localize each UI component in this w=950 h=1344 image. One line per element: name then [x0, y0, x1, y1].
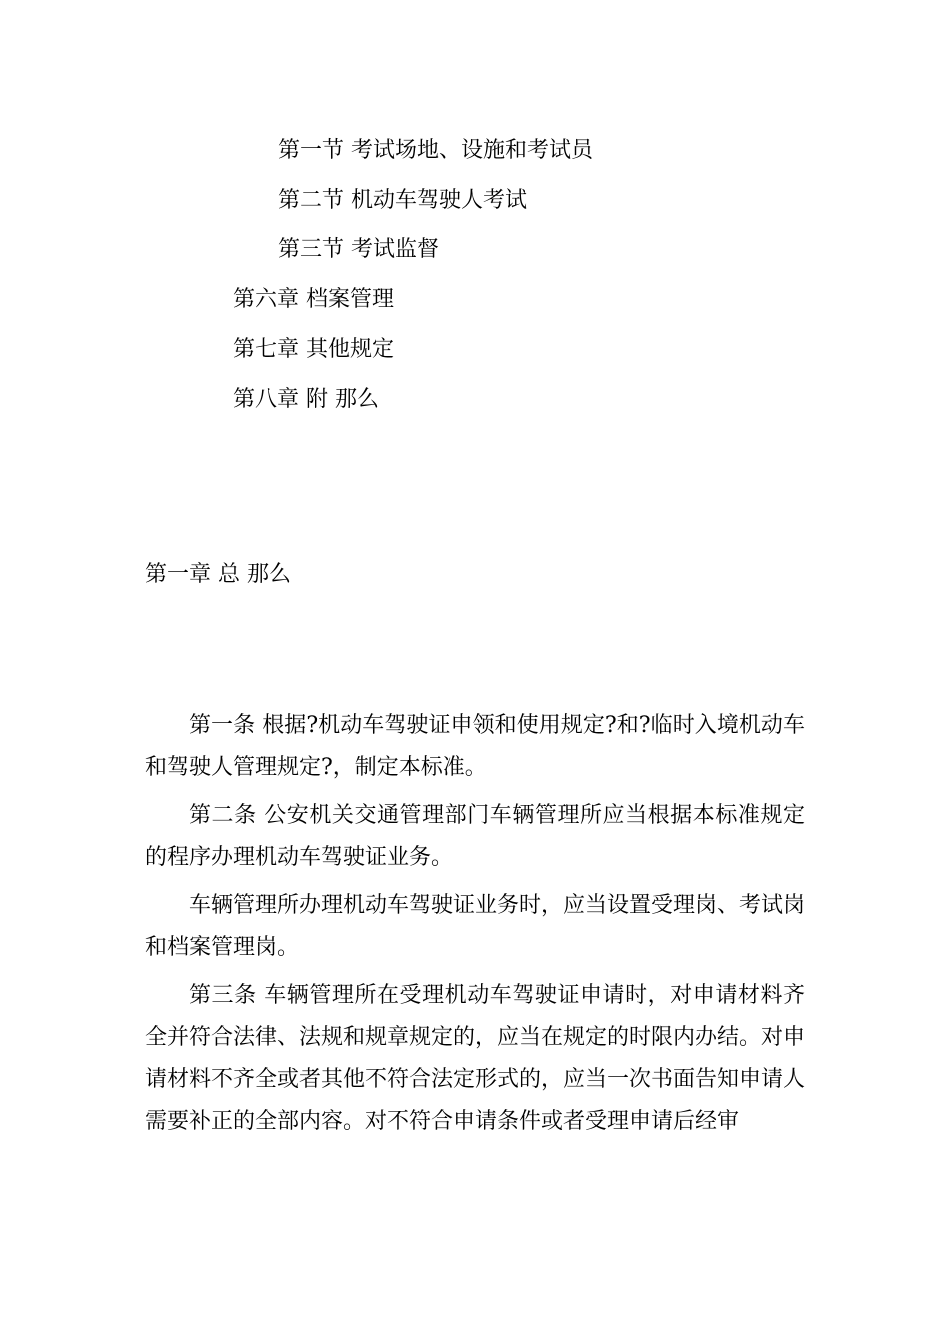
toc-section-3: 第三节 考试监督 — [278, 237, 439, 262]
paragraph-article-3: 第三条 车辆管理所在受理机动车驾驶证申请时，对申请材料齐全并符合法律、法规和规章规定的，应当在规定的时限内办结。对申请材料不齐全或者其他不符合法定形式的，应当一次书面告知申请人需要补正的全部内容。对不符合申请条件或者受理申请后经审 — [145, 983, 806, 1134]
paragraph-posts: 车辆管理所办理机动车驾驶证业务时，应当设置受理岗、考试岗和档案管理岗。 — [145, 893, 806, 960]
body-text — [145, 705, 805, 1149]
toc-chapter-6: 第六章 档案管理 — [233, 287, 394, 312]
chapter-heading: 第一章 总 那么 — [145, 562, 291, 587]
paragraph-article-1: 第一条 根据?机动车驾驶证申领和使用规定?和?临时入境机动车和驾驶人管理规定?，制定本标准。 — [145, 713, 805, 780]
toc-section-1: 第一节 考试场地、设施和考试员 — [278, 138, 593, 163]
toc-chapter-8: 第八章 附 那么 — [233, 387, 379, 412]
paragraph-article-2: 第二条 公安机关交通管理部门车辆管理所应当根据本标准规定的程序办理机动车驾驶证业务。 — [145, 803, 805, 870]
toc-chapter-7: 第七章 其他规定 — [233, 337, 394, 362]
toc-section-2: 第二节 机动车驾驶人考试 — [278, 188, 527, 213]
